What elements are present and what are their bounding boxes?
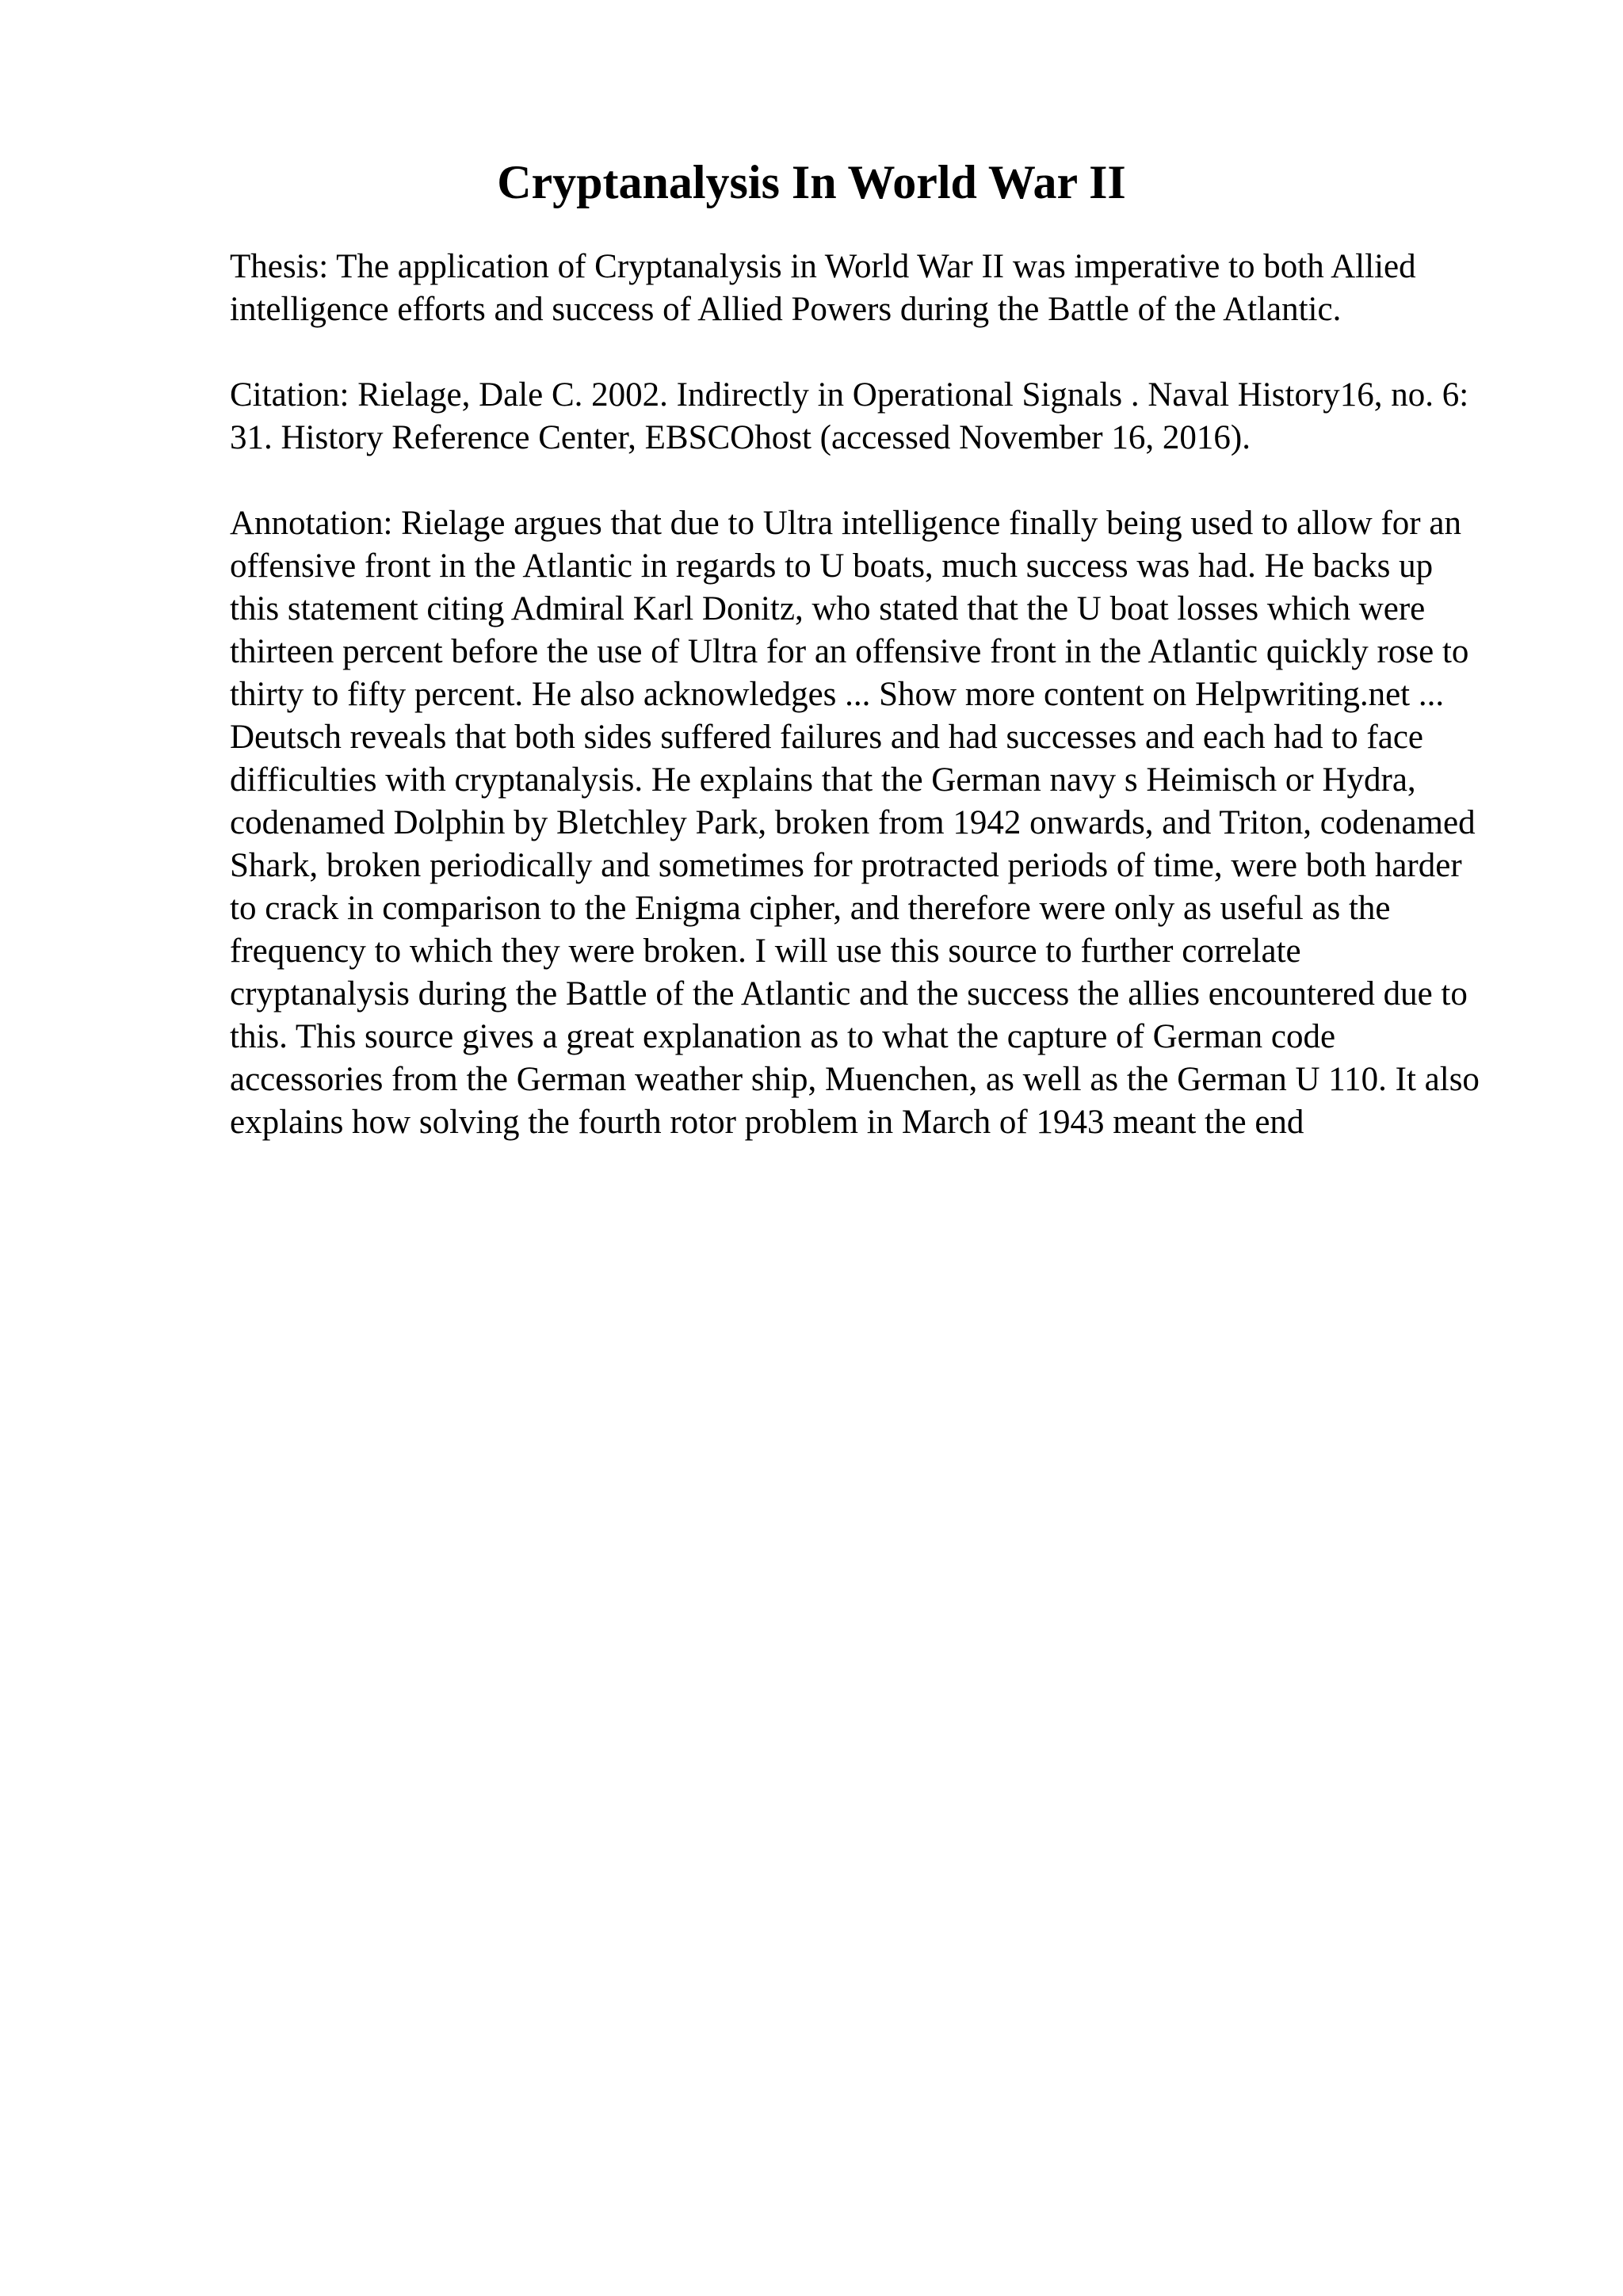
- thesis-paragraph: Thesis: The application of Cryptanalysis in World War II was imperative to both Allied intelligence efforts and success of Allied Powers during the Battle of the Atlantic.: [230, 248, 1416, 328]
- paragraph-spacer: [230, 460, 1482, 502]
- deutsch-paragraph: Deutsch reveals that both sides suffered failures and had successes and each had to face difficulties with cryptanalysis. He explains that the German navy s Heimisch or Hydra, codenamed Dolphin by Bletchley Park, broken from 1942 onwards, and Triton, codenamed Shark, broken periodically and sometimes for protracted periods of time, were both harder to crack in comparison to the Enigma cipher, and therefore were only as useful as the frequency to which they were broken. I will use this source to further correlate cryptanalysis during the Battle of the Atlantic and the success the allies encountered due to this. This source gives a great explanation as to what the capture of German code accessories from the German weather ship, Muenchen, as well as the German U 110. It also explains how solving the fourth rotor problem in March of 1943 meant the end: [230, 719, 1480, 1141]
- annotation-paragraph: Annotation: Rielage argues that due to Ultra intelligence finally being used to allow for an offensive front in the Atlantic in regards to U boats, much success was had. He backs up this statement citing Admiral Karl Donitz, who stated that the U boat losses which were thirteen percent before the use of Ultra for an offensive front in the Atlantic quickly rose to thirty to fifty percent. He also acknowledges ... Show more content on Helpwriting.net ...: [230, 505, 1469, 713]
- paragraph-spacer: [230, 331, 1482, 374]
- citation-paragraph: Citation: Rielage, Dale C. 2002. Indirectly in Operational Signals . Naval History16, no. 6: 31. History Reference Center, EBSCOhost (accessed November 16, 2016).: [230, 376, 1469, 456]
- document-body: [230, 246, 1482, 1144]
- document-title: Cryptanalysis In World War II: [497, 156, 1126, 208]
